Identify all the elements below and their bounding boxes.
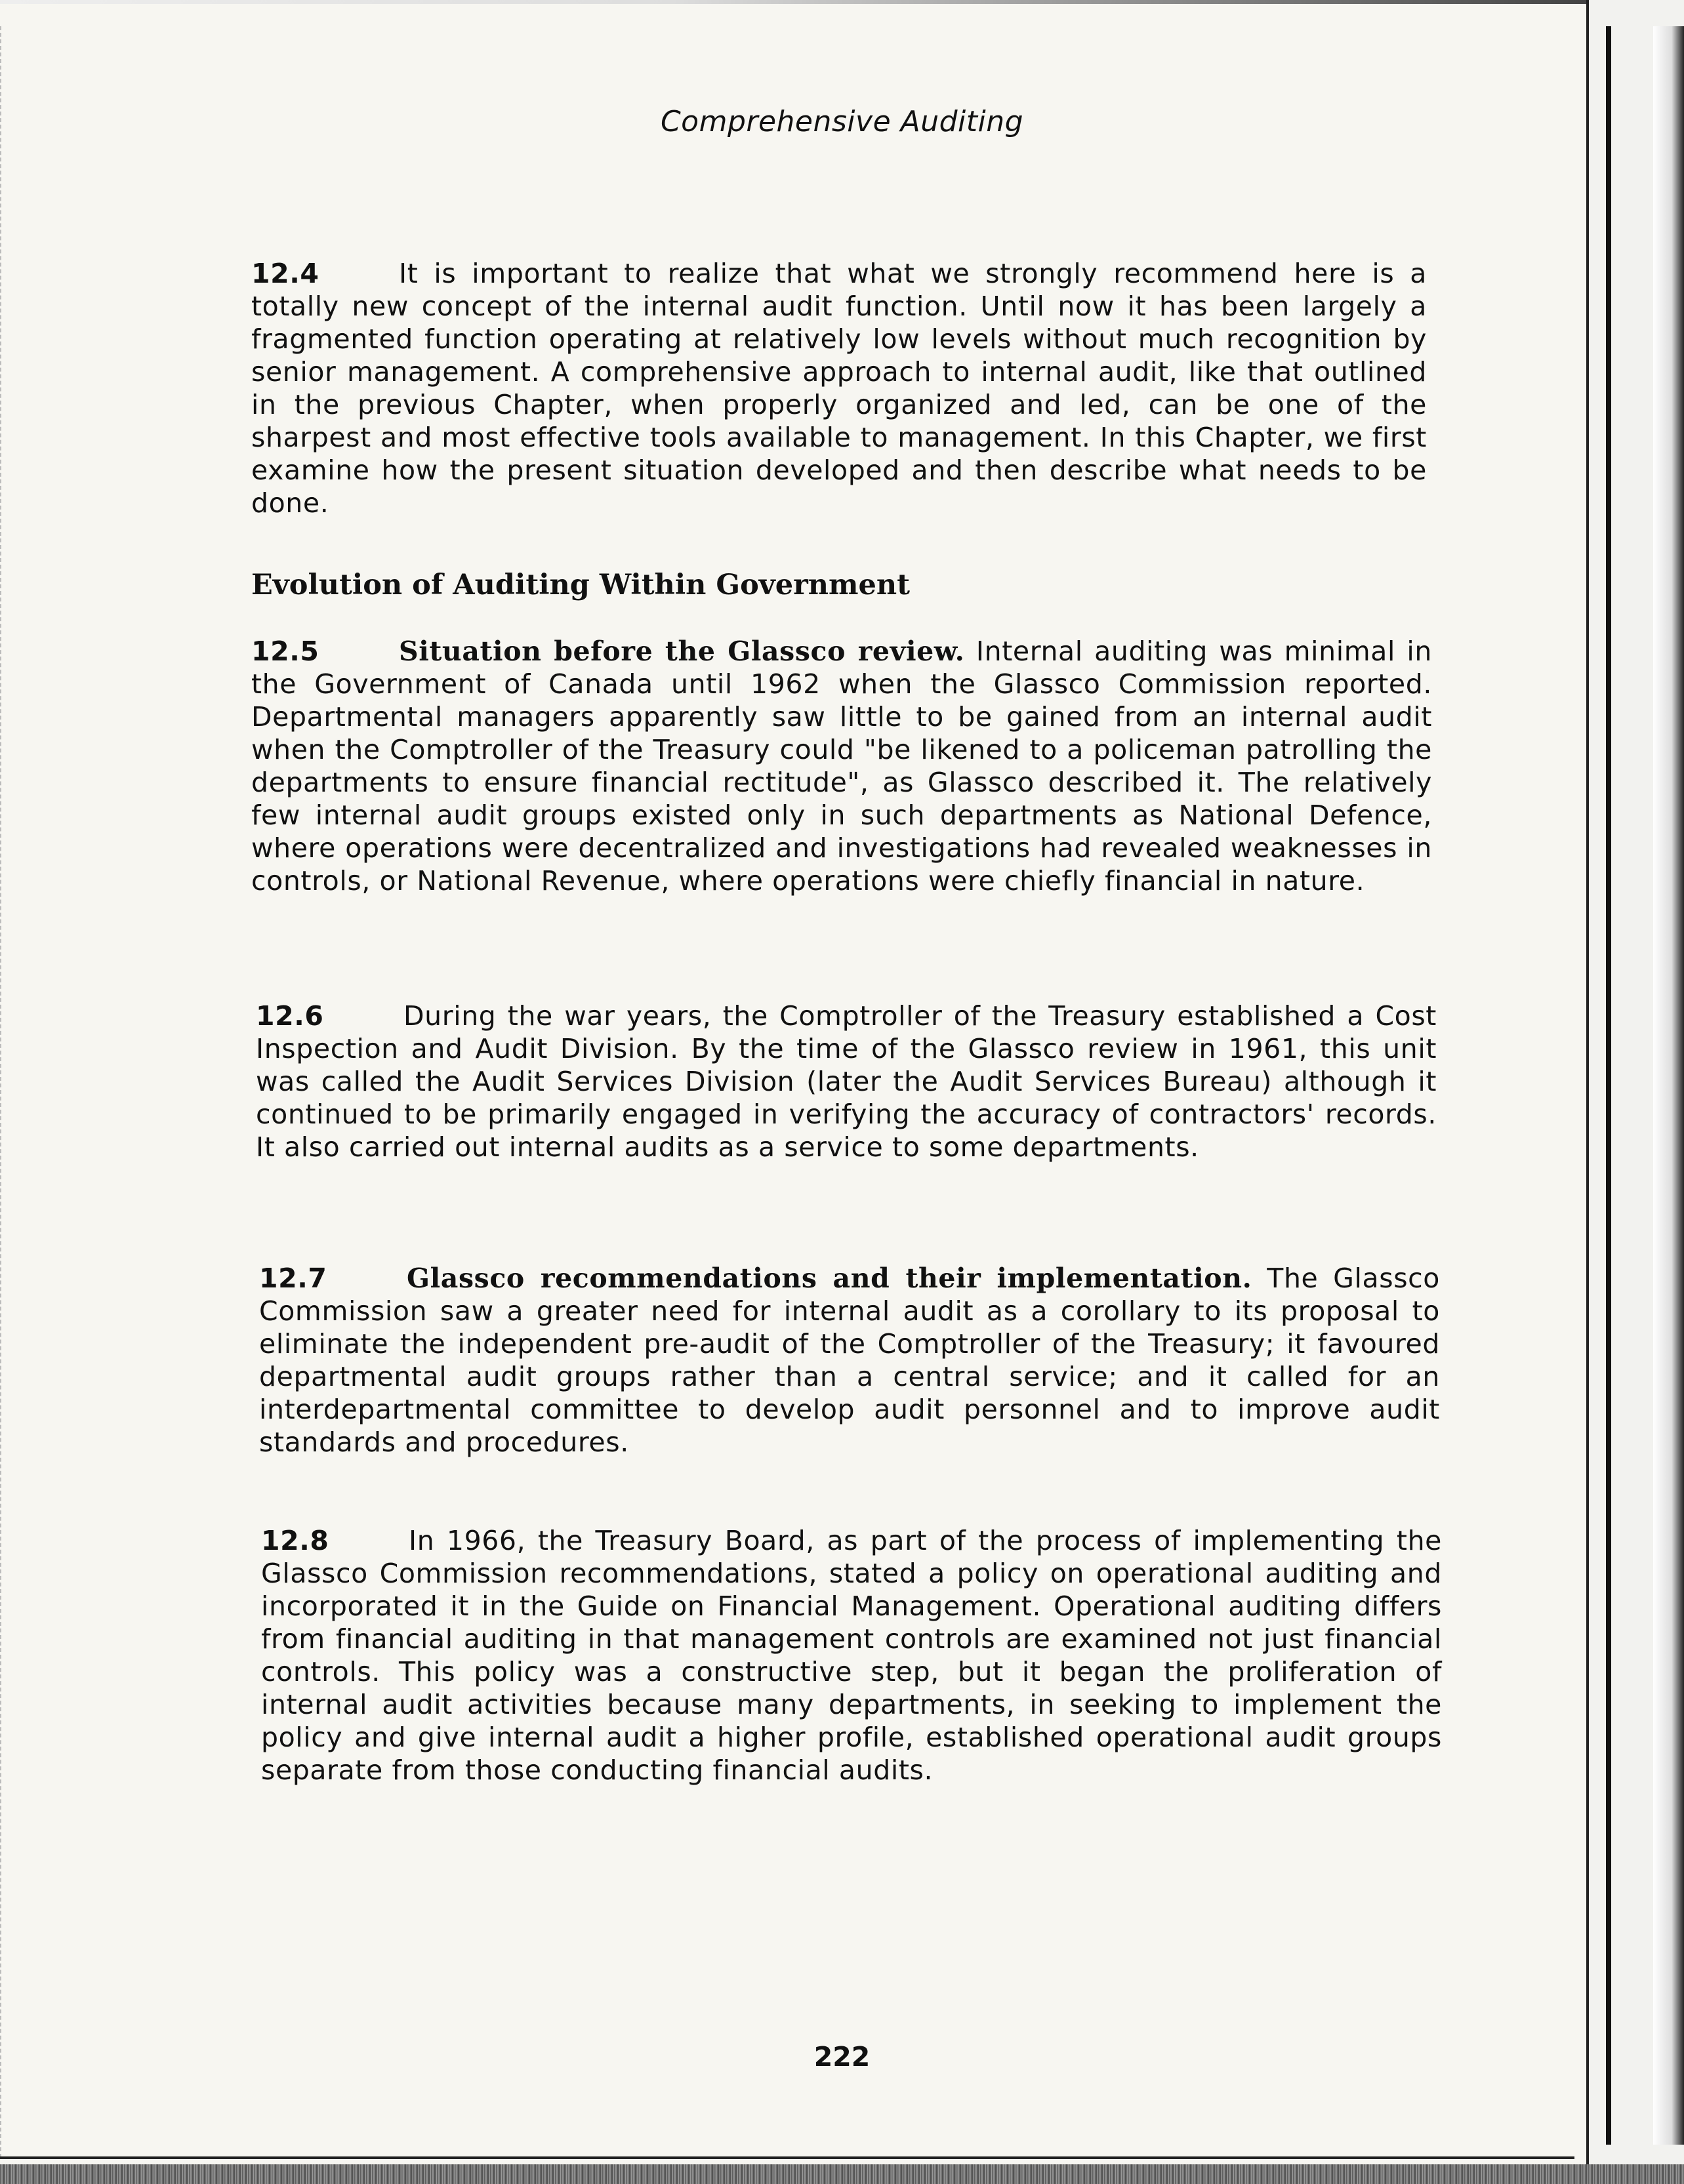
paragraph-12-8 (261, 1524, 1442, 1787)
scan-left-margin-marks (0, 26, 10, 2158)
book-spine-shadow (1653, 26, 1684, 2145)
paragraph-12-4 (251, 257, 1427, 519)
paragraph-text: Internal auditing was minimal in the Government of Canada until 1962 when the Glassco Commission reported. Departmental managers apparently saw little to be gained from an internal audit when the Comptroller of the Treasury could "be likened to a policeman patrolling the departments to ensure financial rectitude", as Glassco described it. The relatively few internal audit groups existed only in such departments as National Defence, where operations were decentralized and investigations had revealed weaknesses in controls, or National Revenue, where operations were chiefly financial in nature. (251, 636, 1432, 897)
page-number: 222 (813, 2041, 871, 2073)
paragraph-12-6 (256, 1000, 1437, 1163)
paragraph-text: It is important to realize that what we strongly recommend here is a totally new concept of the internal audit function. Until now it has been largely a fragmented function operating at relatively low levels without much recognition by senior management. A comprehensive approach to internal audit, like that outlined in the previous Chapter, when properly organized and led, can be one of the sharpest and most effective tools available to management. In this Chapter, we first examine how the present situation developed and then describe what needs to be done. (251, 258, 1427, 519)
paragraph-text: In 1966, the Treasury Board, as part of the process of implementing the Glassco Commission recommendations, stated a policy on operational auditing and incorporated it in the Guide on Financial Management. Operational auditing differs from financial auditing in that management controls are examined not just financial controls. This policy was a constructive step, but it began the proliferation of internal audit activities because many departments, in seeking to implement the policy and give internal audit a higher profile, established operational audit groups separate from those conducting financial audits. (261, 1525, 1442, 1786)
paragraph-lead-in: Glassco recommendations and their implementation. (407, 1263, 1252, 1294)
scan-edge-top (0, 0, 1684, 4)
paragraph-text: The Glassco Commission saw a greater need for internal audit as a corollary to its proposal to eliminate the independent pre-audit of the Comptroller of the Treasury; it favoured departmental audit groups rather than a central service; and it called for an interdepartmental committee to develop audit personnel and to improve audit standards and procedures. (259, 1263, 1440, 1458)
scan-bottom-line (0, 2156, 1574, 2159)
paragraph-number: 12.7 (259, 1263, 327, 1294)
paragraph-12-5 (251, 635, 1432, 897)
section-heading: Evolution of Auditing Within Government (251, 569, 911, 601)
paragraph-lead-in: Situation before the Glassco review. (399, 636, 965, 667)
paragraph-number: 12.6 (256, 1000, 324, 1032)
paragraph-12-7 (259, 1262, 1440, 1459)
paragraph-number: 12.5 (251, 636, 319, 667)
running-head: Comprehensive Auditing (660, 105, 1024, 138)
book-spine-line (1606, 26, 1611, 2145)
paragraph-number: 12.8 (261, 1525, 329, 1556)
scan-edge-bottom (0, 2164, 1684, 2184)
paragraph-number: 12.4 (251, 258, 319, 289)
paragraph-text: During the war years, the Comptroller of the Treasury established a Cost Inspection and Audit Division. By the time of the Glassco review in 1961, this unit was called the Audit Services Division (later the Audit Services Bureau) although it continued to be primarily engaged in verifying the accuracy of contractors' records. It also carried out internal audits as a service to some departments. (256, 1000, 1437, 1163)
